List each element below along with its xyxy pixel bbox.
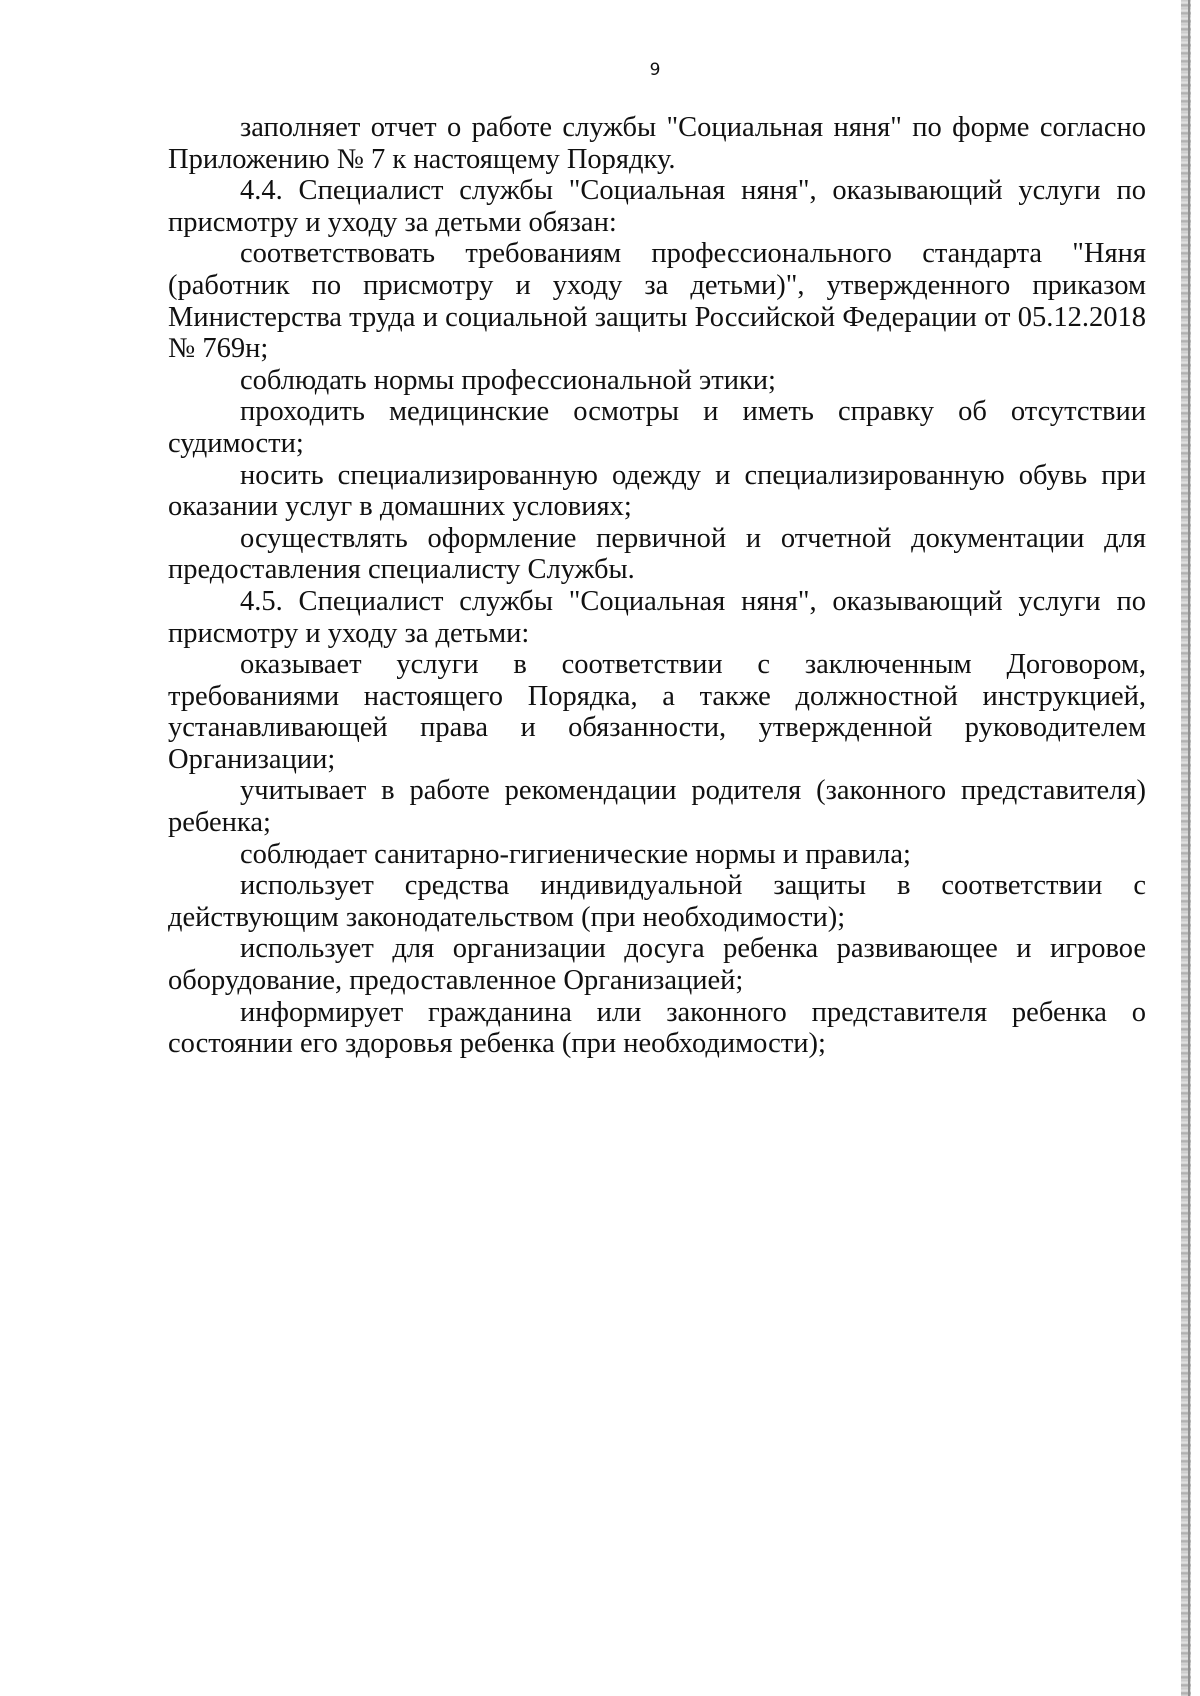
paragraph: использует средства индивидуальной защиты в соответствии с действующим законодательством (при необходимости);	[168, 870, 1146, 933]
paragraph: носить специализированную одежду и специализированную обувь при оказании услуг в домашних условиях;	[168, 459, 1146, 523]
paragraph: информирует гражданина или законного представителя ребенка о состоянии его здоровья ребенка (при необходимости);	[168, 996, 1146, 1060]
scan-edge-artifact	[1181, 0, 1191, 1696]
paragraph: оказывает услуги в соответствии с заключенным Договором, требованиями настоящего Порядка, а также должностной инструкцией, устанавливающей права и обязанности, утвержденной руководителем Организации;	[168, 649, 1146, 775]
paragraph: соблюдает санитарно-гигиенические нормы и правила;	[240, 838, 911, 870]
paragraph: заполняет отчет о работе службы "Социальная няня" по форме согласно Приложению № 7 к настоящему Порядку.	[168, 112, 1146, 175]
paragraph: проходить медицинские осмотры и иметь справку об отсутствии судимости;	[168, 396, 1146, 459]
document-body	[168, 112, 1146, 1060]
paragraph: осуществлять оформление первичной и отчетной документации для предоставления специалисту Службы.	[168, 522, 1146, 586]
paragraph: соответствовать требованиям профессионального стандарта "Няня (работник по присмотру и уходу за детьми)", утвержденного приказом Министерства труда и социальной защиты Российской Федерации от 05.12.2018 № 769н;	[168, 238, 1146, 365]
page-number: 9	[649, 60, 661, 80]
paragraph: 4.5. Специалист службы "Социальная няня", оказывающий услуги по присмотру и уходу за детьми:	[168, 585, 1146, 649]
paragraph: учитывает в работе рекомендации родителя (законного представителя) ребенка;	[168, 775, 1146, 839]
paragraph: 4.4. Специалист службы "Социальная няня", оказывающий услуги по присмотру и уходу за детьми обязан:	[168, 175, 1146, 238]
paragraph: соблюдать нормы профессиональной этики;	[240, 364, 776, 396]
paragraph: использует для организации досуга ребенка развивающее и игровое оборудование, предоставленное Организацией;	[168, 933, 1146, 997]
